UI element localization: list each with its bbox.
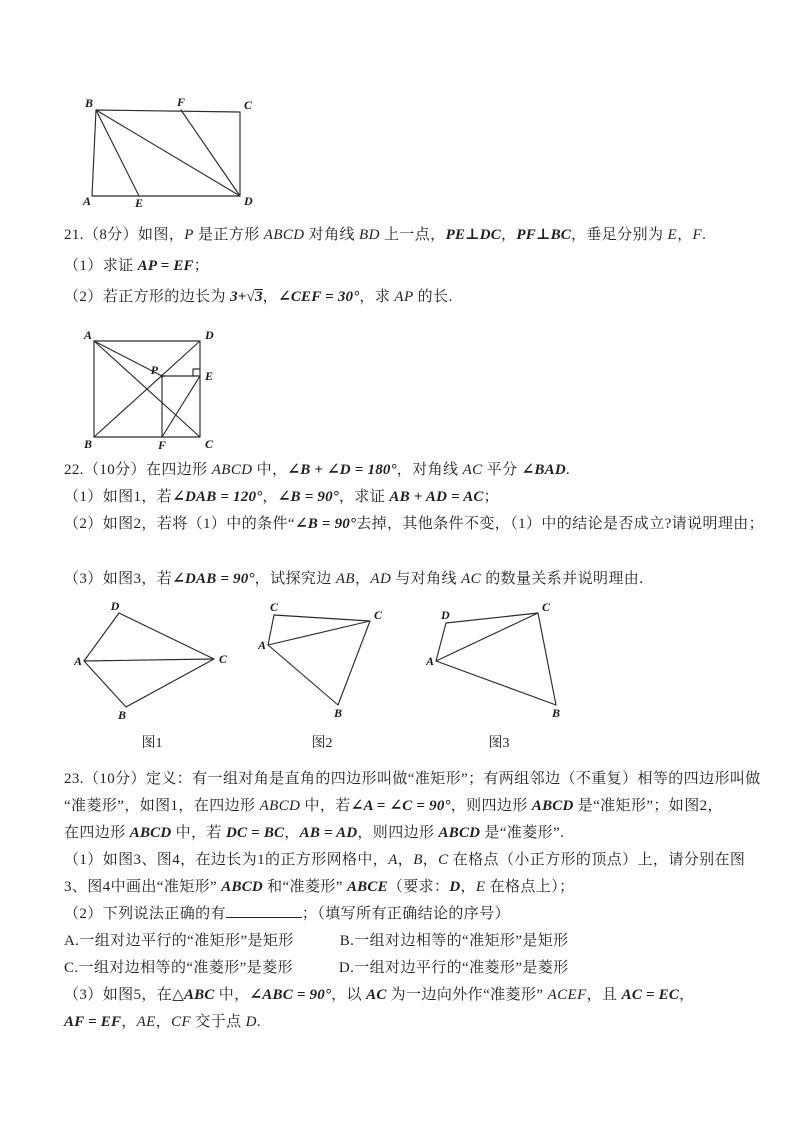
vertex-label-E: E: [134, 196, 144, 208]
triangle-ABC: [268, 621, 370, 705]
triangle-ADC: [84, 613, 214, 661]
problem-21-header: 21.（8分）如图，P 是正方形 ABCD 对角线 BD 上一点，PE⊥DC，PF⊥BC，垂足分别为 E，F.: [64, 227, 707, 243]
vertex-label-A: A: [83, 194, 92, 208]
problem-23-line9: （3）如图5，在△ABC 中，∠ABC = 90°，以 AC 为一边向外作“准菱形” ACEF，且 AC = EC，: [64, 987, 695, 1003]
problem-22-header: 22.（10分）在四边形 ABCD 中，∠B + ∠D = 180°，对角线 AC 平分 ∠BAD.: [64, 462, 571, 478]
vertex-label-B: B: [85, 96, 94, 110]
problem-23-line2: “准菱形”，如图1，在四边形 ABCD 中，若∠A = ∠C = 90°，则四边形 ABCD 是“准矩形”；如图2，: [64, 798, 723, 814]
segment-FD: [181, 110, 240, 196]
vertex-label-D: C: [270, 601, 279, 614]
vertex-label-D: D: [244, 194, 253, 208]
figure-22-3-wrap: [426, 601, 572, 754]
vertex-label-A: A: [426, 654, 435, 668]
figure-22-3-caption: 图3: [488, 736, 510, 751]
vertex-label-A: A: [74, 654, 83, 668]
figure-square-ABCD-P: [80, 329, 220, 451]
triangle-ABC: [436, 613, 556, 705]
problem-22-part3: （3）如图3，若∠DAB = 90°，试探究边 AB，AD 与对角线 AC 的数量关系并说明理由.: [64, 571, 644, 587]
vertex-label-C: C: [205, 437, 214, 451]
problem-23-line3: 在四边形 ABCD 中，若 DC = BC，AB = AD，则四边形 ABCD 是“准菱形”.: [64, 825, 565, 841]
vertex-label-D: D: [205, 329, 214, 342]
vertex-label-C: C: [244, 98, 253, 112]
vertex-label-B: B: [84, 437, 93, 451]
problem-23-line5: 3、图4中画出“准矩形” ABCD 和“准菱形” ABCE（要求：D，E 在格点上）；: [64, 879, 575, 895]
figure-22-2-caption: 图2: [311, 736, 333, 751]
vertex-label-B: B: [552, 706, 561, 720]
problem-22-figures: [64, 601, 738, 754]
problem-23-line10: AF = EF，AE，CF 交于点 D.: [64, 1014, 262, 1030]
vertex-label-B: B: [117, 708, 127, 721]
point-P: [160, 374, 163, 377]
figure-22-1-wrap: [74, 601, 230, 754]
vertex-label-F: F: [176, 96, 186, 109]
vertex-label-C: C: [542, 601, 551, 614]
problem-23-line1: 23.（10分）定义：有一组对角是直角的四边形叫做“准矩形”；有两组邻边（不重复）相等的四边形叫做: [64, 771, 761, 787]
figure-22-1-caption: 图1: [141, 736, 163, 751]
figure-22-2: [258, 601, 386, 721]
vertex-label-P: P: [150, 363, 158, 377]
triangle-DCA: [268, 615, 370, 645]
figure-22-2-wrap: [258, 601, 386, 754]
figure-22-1: [74, 601, 230, 721]
figure-rectangle-BFCAED: [80, 96, 256, 208]
triangle-ABC: [84, 659, 214, 707]
vertex-label-A: A: [258, 638, 267, 652]
problem-23-options-AB: A.一组对边平行的“准矩形”是矩形 B.一组对边相等的“准矩形”是矩形: [64, 933, 569, 949]
vertex-label-C: C: [374, 608, 383, 622]
vertex-label-E: E: [205, 369, 214, 383]
figure-22-3: [426, 601, 572, 721]
problem-23-line4: （1）如图3、图4，在边长为1的正方形网格中，A，B，C 在格点（小正方形的顶点）上，请分别在图: [64, 852, 746, 868]
vertex-label-A: A: [84, 329, 93, 342]
segment-EF: [162, 376, 200, 437]
problem-21-part2: （2）若正方形的边长为 3+√3，∠CEF = 30°，求 AP 的长.: [64, 289, 453, 305]
triangle-DCA: [436, 613, 538, 661]
problem-22-part1: （1）如图1，若∠DAB = 120°，∠B = 90°，求证 AB + AD = AC；: [64, 489, 500, 505]
problem-23-line6-blank: （2）下列说法正确的有 ；（填写所有正确结论的序号）: [64, 901, 738, 928]
vertex-label-C: C: [219, 652, 228, 666]
problem-22-part2: （2）如图2，若将（1）中的条件“∠B = 90°去掉，其他条件不变，（1）中的结论是否成立?请说明理由；: [64, 516, 765, 532]
vertex-label-D: D: [441, 608, 450, 622]
vertex-label-D: D: [110, 601, 120, 613]
vertex-label-B: B: [334, 706, 343, 720]
vertex-label-F: F: [157, 438, 167, 451]
problem-23-options-CD: C.一组对边相等的“准菱形”是菱形 D.一组对边平行的“准菱形”是菱形: [64, 960, 569, 976]
problem-21-part1: （1）求证 AP = EF；: [64, 258, 210, 274]
right-angle-mark-E: [193, 369, 200, 376]
